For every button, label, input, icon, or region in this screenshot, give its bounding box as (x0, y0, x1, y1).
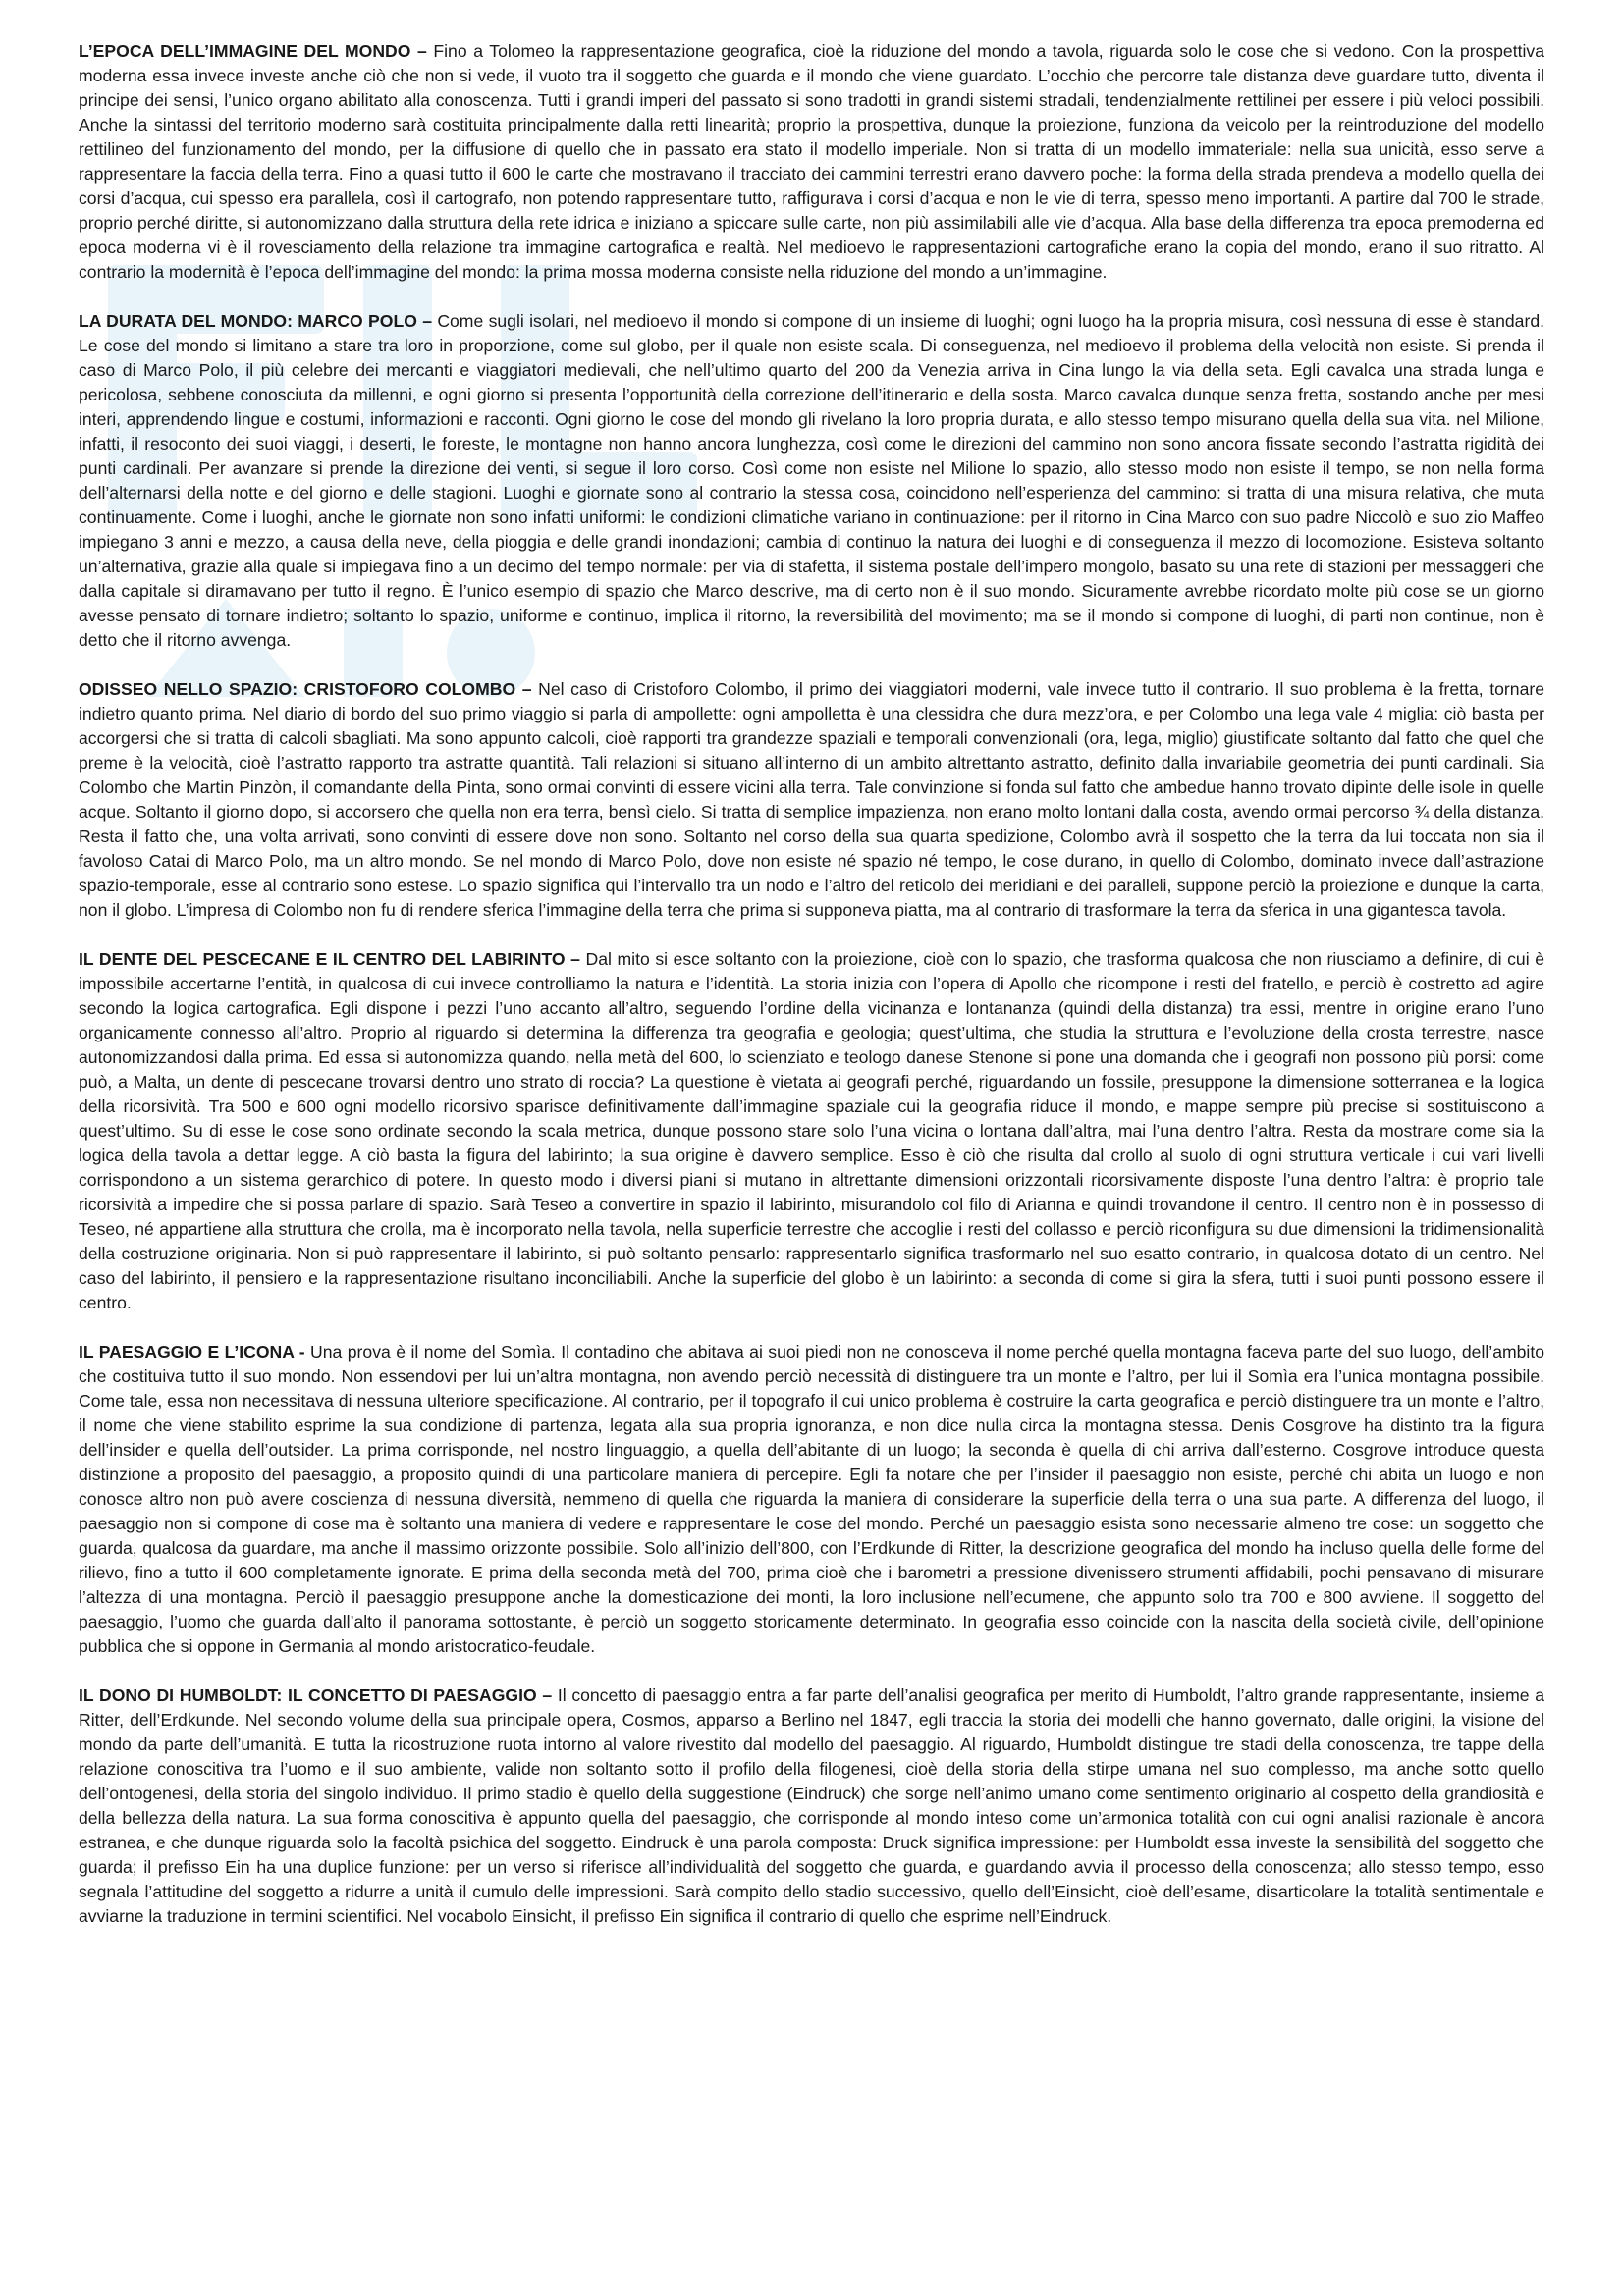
section-body: Una prova è il nome del Somìa. Il contadino che abitava ai suoi piedi non ne conosceva il nome perché quella montagna faceva parte del suo luogo, dell’ambito che costituiva tutto il suo mondo. Non essendovi per lui un’altra montagna, non avendo perciò necessità di distinguere tra un monte e l’altro, per lui il Somìa era l’unica montagna possibile. Come tale, essa non necessitava di nessuna ulteriore specificazione. Al contrario, per il topografo il cui unico problema è costruire la carta geografica e perciò distinguere tra un monte e l’altro, il nome che viene stabilito esprime la sua condizione di partenza, legata alla sua propria ignoranza, e non dice nulla circa la montagna stessa. Denis Cosgrove ha distinto tra la figura dell’insider e quella dell’outsider. La prima corrisponde, nel nostro linguaggio, a quella dell’abitante di un luogo; la seconda è quella di chi arriva dall’esterno. Cosgrove introduce questa distinzione a proposito del paesaggio, a proposito quindi di una particolare maniera di percepire. Egli fa notare che per l’insider il paesaggio non esiste, perché chi abita un luogo e non conosce altro non può avere coscienza di nessuna diversità, nemmeno di quella che riguarda la maniera di considerare la superficie della terra o una sua parte. A differenza del luogo, il paesaggio non si compone di cose ma è soltanto una maniera di vedere e rappresentare le cose del mondo. Perché un paesaggio esista sono necessarie almeno tre cose: un soggetto che guarda, qualcosa da guardare, ma anche il massimo orizzonte possibile. Solo all’inizio dell’800, con l’Erdkunde di Ritter, la descrizione geografica del mondo ha incluso quella delle forme del rilievo, fino a tutto il 600 completamente ignorate. E prima della seconda metà del 700, prima cioè che i barometri a pressione divenissero strumenti affidabili, pochi pensavano di misurare l’altezza di una montagna. Perciò il paesaggio presuppone anche la domesticazione dei monti, la loro inclusione nell’ecumene, che appunto solo tra 700 e 800 avviene. Il soggetto del paesaggio, l’uomo che guarda dall’alto il panorama sottostante, è perciò un soggetto storicamente determinato. In geografia esso coincide con la nascita della società civile, dell’opinione pubblica che si oppone in Germania al mondo aristocratico-feudale. (79, 1342, 1545, 1656)
section-body: Come sugli isolari, nel medioevo il mondo si compone di un insieme di luoghi; ogni luogo ha la propria misura, così nessuna di esse è standard. Le cose del mondo si limitano a stare tra loro in proporzione, come sul globo, per il quale non esiste scala. Di conseguenza, nel medioevo il problema della velocità non esiste. Si prenda il caso di Marco Polo, il più celebre dei mercanti e viaggiatori medievali, che nell’ultimo quarto del 200 da Venezia arriva in Cina lungo la via della seta. Egli cavalca una strada lunga e pericolosa, sebbene conosciuta da millenni, e ogni giorno si presenta l’opportunità della correzione dell’itinerario e della sosta. Marco cavalca dunque senza fretta, sostando anche per mesi interi, apprendendo lingue e costumi, informazioni e racconti. Ogni giorno le cose del mondo gli rivelano la loro propria durata, e allo stesso tempo misurano quella della sua vita. nel Milione, infatti, il resoconto dei suoi viaggi, i deserti, le foreste, le montagne non hanno ancora lunghezza, così come le direzioni del cammino non sono ancora fissate secondo l’astratta rigidità dei punti cardinali. Per avanzare si prende la direzione dei venti, si segue il loro corso. Così come non esiste nel Milione lo spazio, allo stesso modo non esiste il tempo, se non nella forma dell’alternarsi della notte e del giorno e delle stagioni. Luoghi e giornate sono al contrario la stessa cosa, coincidono nell’esperienza del cammino: si tratta di una misura relativa, che muta continuamente. Come i luoghi, anche le giornate non sono infatti uniformi: le condizioni climatiche variano in continuazione: per il ritorno in Cina Marco con suo padre Niccolò e suo zio Maffeo impiegano 3 anni e mezzo, a causa della neve, della pioggia e delle grandi inondazioni; cambia di continuo la natura dei luoghi e di conseguenza il mezzo di locomozione. Esisteva soltanto un’alternativa, grazie alla quale si impiegava fino a un decimo del tempo normale: per via di stafetta, il sistema postale dell’impero mongolo, basato su una rete di stazioni per messaggeri che dalla capitale si diramavano per tutto il regno. È l’unico esempio di spazio che Marco descrive, ma di certo non è il suo mondo. Sicuramente avrebbe ricordato molte più cose se un giorno avesse pensato di tornare indietro; soltanto lo spazio, uniforme e continuo, implica il ritorno, la reversibilità del movimento; ma se il mondo si compone di luoghi, di parti non continue, non è detto che il ritorno avvenga. (79, 311, 1544, 650)
section-body: Dal mito si esce soltanto con la proiezione, cioè con lo spazio, che trasforma qualcosa che non riusciamo a definire, di cui è impossibile accertarne l’entità, in qualcosa di cui invece controlliamo la natura e l’identità. La storia inizia con l’opera di Apollo che ricompone i resti del fratello, e perciò è costretto ad agire secondo la logica cartografica. Egli dispone i pezzi l’uno accanto all’altro, seguendo l’ordine della vicinanza e lontananza (quindi della distanza) tra essi, mentre in origine erano l’uno organicamente connesso all’altro. Proprio al riguardo si determina la differenza tra geografia e geologia; quest’ultima, che studia la struttura e l’evoluzione della crosta terrestre, nasce autonomizzandosi dalla prima. Ed essa si autonomizza quando, nella metà del 600, lo scienziato e teologo danese Stenone si pone una domanda che i geografi non possono più porsi: come può, a Malta, un dente di pescecane trovarsi dentro uno strato di roccia? La questione è vietata ai geografi perché, riguardando un fossile, presuppone la dimensione sotterranea e la logica della ricorsività. Tra 500 e 600 ogni modello ricorsivo sparisce definitivamente dall’immagine spaziale cui la geografia riduce il mondo, e mappe sempre più precise si sostituiscono a quest’ultimo. Su di esse le cose sono ordinate secondo la scala metrica, dunque possono stare solo l’una vicina o lontana dall’altra, mai l’una dentro l’altra. Resta da mostrare come sia la logica della tavola a dettar legge. A ciò basta la figura del labirinto; la sua origine è davvero semplice. Esso è ciò che risulta dal crollo al suolo di ogni struttura verticale i cui vari livelli corrispondono a un sistema gerarchico di potere. In questo modo i diversi piani si mutano in altrettante dimensioni orizzontali ricorsivamente disposte l’una dentro l’altra: è proprio tale ricorsività a impedire che si possa parlare di spazio. Sarà Teseo a convertire in spazio il labirinto, misurandolo col filo di Arianna e quindi trovandone il centro. Il centro non è in possesso di Teseo, né appartiene alla struttura che crolla, ma è incorporato nella tavola, nella superficie terrestre che accoglie i resti del collasso e perciò riconfigura su due dimensioni la tridimensionalità della costruzione originaria. Non si può rappresentare il labirinto, si può soltanto pensarlo: rappresentarlo significa trasformarlo nel suo esatto contrario, in qualcosa dotato di un centro. Nel caso del labirinto, il pensiero e la rappresentazione risultano inconciliabili. Anche la superficie del globo è un labirinto: a seconda di come si gira la sfera, tutti i suoi punti possono essere il centro. (79, 949, 1544, 1312)
section-dono-humboldt (79, 1683, 1544, 1929)
section-heading: ODISSEO NELLO SPAZIO: CRISTOFORO COLOMBO – (79, 679, 532, 699)
section-heading: LA DURATA DEL MONDO: MARCO POLO – (79, 311, 432, 331)
section-body: Fino a Tolomeo la rappresentazione geografica, cioè la riduzione del mondo a tavola, riguarda solo le cose che si vedono. Con la prospettiva moderna essa invece investe anche ciò che non si vede, il vuoto tra il soggetto che guarda e il mondo che viene guardato. L’occhio che percorre tale distanza deve guardare tutto, diventa il principe dei sensi, l’unico organo abilitato alla conoscenza. Tutti i grandi imperi del passato si sono tradotti in grandi sistemi stradali, tendenzialmente rettilinei per essere i più veloci possibili. Anche la sintassi del territorio moderno sarà costituita principalmente dalla retti linearità; proprio la prospettiva, dunque la proiezione, funziona da veicolo per la reintroduzione del modello rettilineo del funzionamento del mondo, per la diffusione di quello che in passato era stato il modello imperiale. Non si tratta di un modello immateriale: nella sua unicità, esso serve a rappresentare la faccia della terra. Fino a quasi tutto il 600 le carte che mostravano il tracciato dei cammini terrestri erano davvero poche: la forma della strada prendeva a modello quella dei corsi d’acqua, cui spesso era parallela, così il cartografo, non potendo rappresentare tutto, raffigurava i corsi d’acqua e non le vie di terra, spesso meno importanti. A partire dal 700 le strade, proprio perché diritte, si autonomizzano dalla struttura della rete idrica e iniziano a spiccare sulle carte, non più assimilabili alle vie d’acqua. Alla base della differenza tra epoca premoderna ed epoca moderna vi è il rovesciamento della relazione tra immagine cartografica e realtà. Nel medioevo le rappresentazioni cartografiche erano la copia del mondo, erano il suo ritratto. Al contrario la modernità è l’epoca dell’immagine del mondo: la prima mossa moderna consiste nella riduzione del mondo a un’immagine. (79, 41, 1544, 282)
section-paesaggio-icona (79, 1340, 1544, 1659)
section-marco-polo (79, 309, 1544, 653)
section-heading: L’EPOCA DELL’IMMAGINE DEL MONDO – (79, 41, 427, 61)
section-heading: IL DONO DI HUMBOLDT: IL CONCETTO DI PAESAGGIO – (79, 1685, 553, 1705)
section-cristoforo-colombo (79, 677, 1544, 923)
section-heading: IL PAESAGGIO E L’ICONA - (79, 1342, 305, 1362)
section-epoca-immagine (79, 39, 1544, 285)
section-dente-pescecane (79, 947, 1544, 1315)
section-body: Il concetto di paesaggio entra a far parte dell’analisi geografica per merito di Humboldt, l’altro grande rappresentante, insieme a Ritter, dell’Erdkunde. Nel secondo volume della sua principale opera, Cosmos, apparso a Berlino nel 1847, egli traccia la storia dei modelli che hanno governato, dalle origini, la visione del mondo da parte dell’umanità. E tutta la ricostruzione ruota intorno al valore rivestito dal modello del paesaggio. Al riguardo, Humboldt distingue tre stadi della conoscenza, tre tappe della relazione conoscitiva tra l’uomo e il suo ambiente, valide non soltanto sotto il profilo della filogenesi, cioè della storia della stirpe umana nel suo complesso, ma anche sotto quello dell’ontogenesi, della storia del singolo individuo. Il primo stadio è quello della suggestione (Eindruck) che sorge nell’animo umano come sentimento originario al cospetto della grandiosità e della bellezza della natura. La sua forma conoscitiva è appunto quella del paesaggio, che corrisponde al mondo inteso come un’armonica totalità con cui ogni analisi razionale è ancora estranea, e che dunque riguarda solo la facoltà psichica del soggetto. Eindruck è una parola composta: Druck significa impressione: per Humboldt essa investe la sensibilità del soggetto che guarda; il prefisso Ein ha una duplice funzione: per un verso si riferisce all’individualità del soggetto che guarda, e guardando avvia il processo della conoscenza; allo stesso tempo, esso segnala l’attitudine del soggetto a ridurre a unità il cumulo delle impressioni. Sarà compito dello stadio successivo, quello dell’Einsicht, cioè dell’esame, disarticolare la totalità sentimentale e avviarne la traduzione in termini scientifici. Nel vocabolo Einsicht, il prefisso Ein significa il contrario di quello che esprime nell’Eindruck. (79, 1685, 1544, 1926)
document-page (79, 39, 1544, 1953)
section-heading: IL DENTE DEL PESCECANE E IL CENTRO DEL LABIRINTO – (79, 949, 580, 969)
section-body: Nel caso di Cristoforo Colombo, il primo dei viaggiatori moderni, vale invece tutto il contrario. Il suo problema è la fretta, tornare indietro quanto prima. Nel diario di bordo del suo primo viaggio si parla di ampollette: ogni ampolletta è una clessidra che dura mezz’ora, e per Colombo una lega vale 4 miglia: ciò basta per accorgersi che si tratta di calcoli sbagliati. Ma sono appunto calcoli, cioè rapporti tra grandezze spaziali e temporali convenzionali (ora, lega, miglio) giustificate soltanto dal fatto che quel che preme è la velocità, cioè l’astratto rapporto tra astratte quantità. Tali relazioni si situano all’interno di un ambito altrettanto astratto, definito dalla invariabile geometria dei punti cardinali. Sia Colombo che Martin Pinzòn, il comandante della Pinta, sono ormai convinti di essere vicini alla terra. Tale convinzione si fonda sul fatto che ambedue hanno trovato dipinte delle isole in quelle acque. Soltanto il giorno dopo, si accorsero che quella non era terra, bensì cielo. Si tratta di semplice impazienza, non erano molto lontani dalla costa, avendo ormai percorso ¾ della distanza. Resta il fatto che, una volta arrivati, sono convinti di essere dove non sono. Soltanto nel corso della sua quarta spedizione, Colombo avrà il sospetto che la terra da lui toccata non sia il favoloso Catai di Marco Polo, ma un altro mondo. Se nel mondo di Marco Polo, dove non esiste né spazio né tempo, le cose durano, in quello di Colombo, dominato invece dall’astrazione spazio-temporale, esse al contrario sono estese. Lo spazio significa qui l’intervallo tra un nodo e l’altro del reticolo dei meridiani e dei paralleli, suppone perciò la proiezione e dunque la carta, non il globo. L’impresa di Colombo non fu di rendere sferica l’immagine della terra che prima si supponeva piatta, ma al contrario di trasformare la terra da sferica in una gigantesca tavola. (79, 679, 1544, 920)
